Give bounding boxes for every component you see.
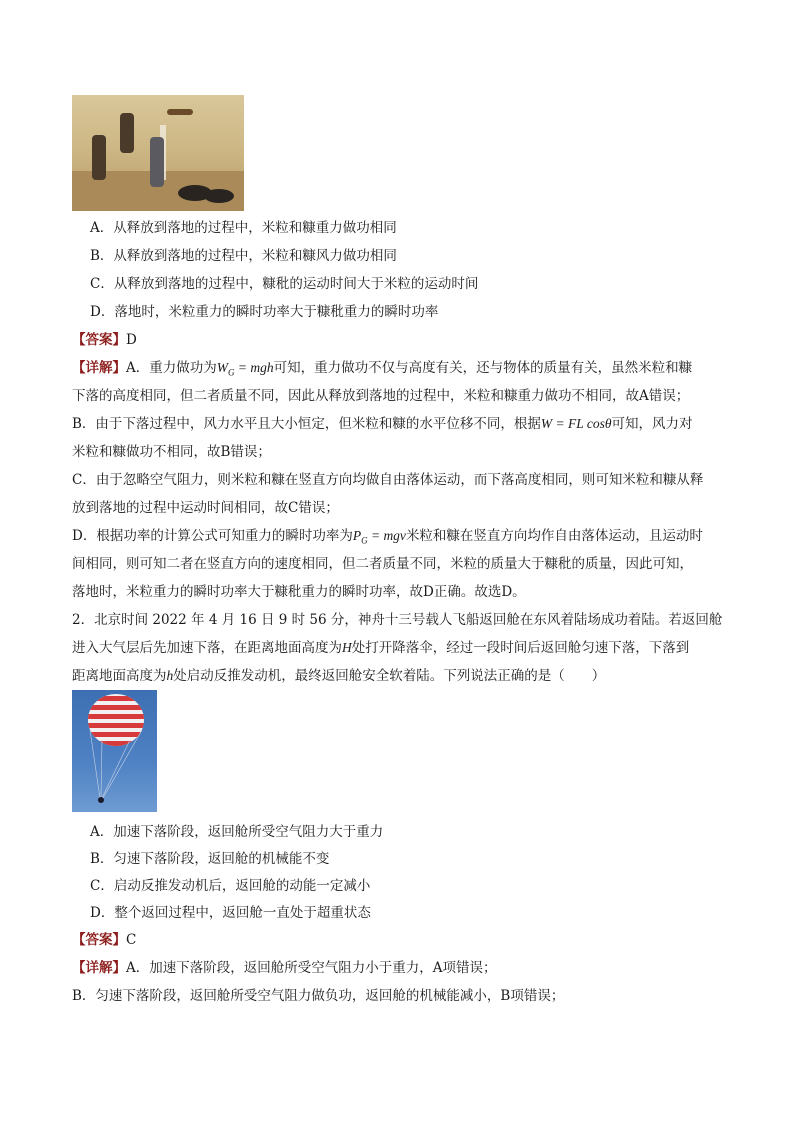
winnowing-painting-image [72,95,244,211]
q2-answer: 【答案】C [72,932,137,948]
parachute-capsule-image [72,690,157,812]
q2-detail-b: B．匀速下落阶段，返回舱所受空气阻力做负功，返回舱的机械能减小，B项错误； [72,988,565,1004]
q1-detail-b-line1: B．由于下落过程中，风力水平且大小恒定，但米粒和糠的水平位移不同，根据W = FL cosθ可知，风力对 [72,416,693,432]
q1-detail-d-line2: 间相同，则可知二者在竖直方向的速度相同，但二者质量不同，米粒的质量大于糠秕的质量，因此可知， [72,556,693,572]
q2-stem-line1: 2．北京时间 2022 年 4 月 16 日 9 时 56 分，神舟十三号载人飞船返回舱在东风着陆场成功着陆。若返回舱 [72,612,723,628]
q2-option-b: B．匀速下落阶段，返回舱的机械能不变 [90,851,330,867]
detail-tag: 【详解】 [72,360,126,376]
q1-detail-a-line1: 【详解】A．重力做功为$W_G$ = mgh可知，重力做功不仅与高度有关，还与物体的质量有关，虽然米粒和糠 [72,360,693,378]
answer-value: D [126,332,137,348]
q1-option-a: A．从释放到落地的过程中，米粒和糠重力做功相同 [90,220,397,236]
q1-detail-c-line2: 放到落地的过程中运动时间相同，故C错误； [72,500,339,516]
q2-option-a: A．加速下落阶段，返回舱所受空气阻力大于重力 [90,824,384,840]
q1-detail-d-line1: D．根据功率的计算公式可知重力的瞬时功率为$P_G$ = mgv米粒和糠在竖直方向均作自由落体运动，且运动时 [72,528,703,546]
q1-detail-d-line3: 落地时，米粒重力的瞬时功率大于糠秕重力的瞬时功率，故D正确。故选D。 [72,584,526,600]
q1-option-d: D．落地时，米粒重力的瞬时功率大于糠秕重力的瞬时功率 [90,304,439,320]
q2-option-d: D．整个返回过程中，返回舱一直处于超重状态 [90,905,371,921]
q1-detail-c-line1: C．由于忽略空气阻力，则米粒和糠在竖直方向均做自由落体运动，而下落高度相同，则可知米粒和糠从释 [72,472,704,488]
q2-detail-a: 【详解】A．加速下落阶段，返回舱所受空气阻力小于重力，A项错误； [72,960,497,976]
formula-gravity-power: $P_G$ = mgv [352,528,406,546]
q2-option-c: C．启动反推发动机后，返回舱的动能一定减小 [90,878,371,894]
q1-option-c: C．从释放到落地的过程中，糠秕的运动时间大于米粒的运动时间 [90,276,479,292]
q1-detail-a-line2: 下落的高度相同，但二者质量不同，因此从释放到落地的过程中，米粒和糠重力做功不相同，故A错误； [72,388,690,404]
q1-answer [72,330,137,350]
q2-stem-line3: 距离地面高度为h处启动反推发动机，最终返回舱安全软着陆。下列说法正确的是（ ） [72,668,606,684]
formula-wind-work: W = FL cosθ [540,416,612,431]
formula-gravity-work: $W_G$ = mgh [216,360,274,378]
q2-stem-line2: 进入大气层后先加速下落，在距离地面高度为H处打开降落伞，经过一段时间后返回舱匀速下落，下落到 [72,640,690,656]
q1-option-b: B．从释放到落地的过程中，米粒和糠风力做功相同 [90,248,397,264]
answer-tag: 【答案】 [72,332,126,348]
q1-detail-b-line2: 米粒和糠做功不相同，故B错误； [72,444,271,460]
